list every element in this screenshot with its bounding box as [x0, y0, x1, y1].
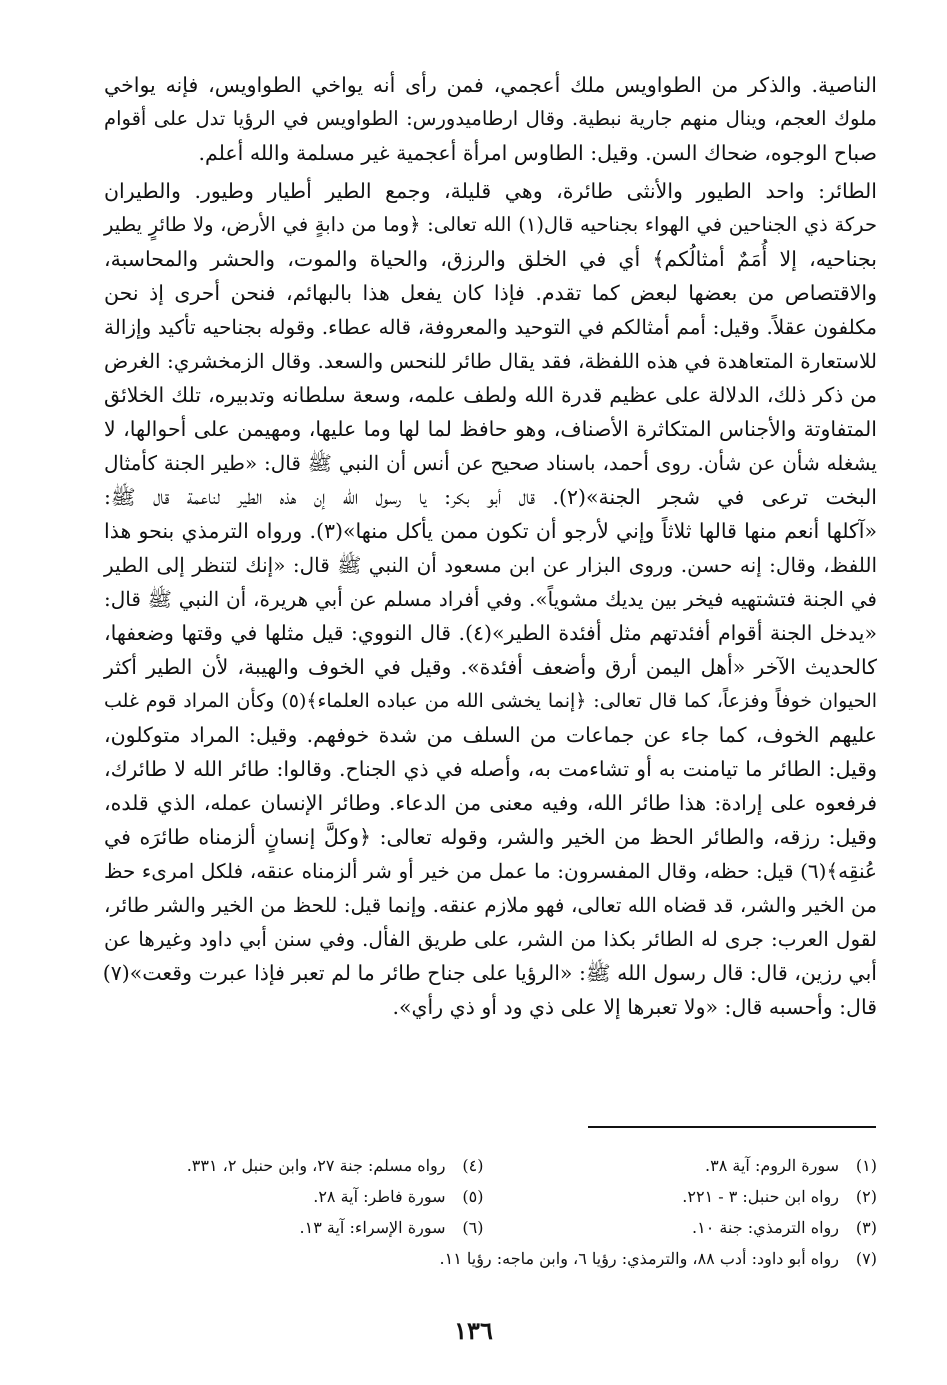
text-line: «يدخل الجنة أقوام أفئدتهم مثل أفئدة الطير»(٤). قال النووي: قيل مثلها في وقتها وضعفها، — [104, 621, 877, 645]
text-line: مكلفون عقلاً. وقيل: أمم أمثالكم في التوحيد والمعروفة، قاله عطاء. وقوله بجناحيه تأكيد وإزالة — [104, 315, 877, 339]
text-line: لقول العرب: جرى له الطائر بكذا من الشر، على طريق الفأل. وفي سنن أبي داود وغيرها عن — [104, 927, 877, 951]
text-line: الحيوان خوفاً وفزعاً، كما قال تعالى: ﴿إنما يخشى الله من عباده العلماء﴾(٥) وكأن المراد قوم غلب — [104, 690, 878, 712]
footnote-text: رواه ابن حنبل: ٣ - ٢٢١. — [682, 1187, 839, 1206]
footnote-row — [90, 1212, 877, 1243]
footnote — [90, 1181, 484, 1212]
text-line: من الخير والشر، قد قضاه الله تعالى، فهو ملازم عنقه. وإنما قيل: للحظ من الخير والشر طائر، — [104, 893, 877, 917]
paragraph-2 — [104, 174, 877, 1024]
text-line: عُنقِه﴾(٦) قيل: حظه، وقال المفسرون: ما عمل من خير أو شر ألزمناه عنقه، فلكل امرىء حظ — [104, 859, 877, 883]
text-line: كالحديث الآخر «أهل اليمن أرق وأضعف أفئدة». وقيل في الخوف والهيبة، لأن الطير أكثر — [104, 655, 877, 679]
footnote-text: رواه مسلم: جنة ٢٧، وابن حنبل ٢، ٣٣١. — [186, 1156, 446, 1175]
text-line: بجناحيه، إلا أُمَمٌ أمثالُكم﴾ أي في الخلق والرزق، والحياة والموت، والحشر والمحاسبة، — [104, 247, 877, 271]
footnote — [90, 1212, 484, 1243]
text-line: «آكلها أنعم منها قالها ثلاثاً وإني لأرجو أن تكون ممن يأكل منها»(٣). ورواه الترمذي بنحو هذا — [104, 519, 877, 543]
footnote-text: سورة الإسراء: آية ١٣. — [299, 1218, 446, 1237]
footnote-text: سورة الروم: آية ٣٨. — [705, 1156, 839, 1175]
text-line: وقيل: رزقه، والطائر الحظ من الخير والشر، وقوله تعالى: ﴿وكلَّ إنسانٍ ألزمناه طائرَه في — [104, 825, 877, 849]
footnote-row — [90, 1150, 877, 1181]
text-line: للاستعارة المتعاهدة في هذه اللفظة، فقد يقال طائر للنحس والسعد. وقال الزمخشري: الغرض — [104, 349, 877, 373]
text-line: قال: وأحسبه قال: «ولا تعبرها إلا على ذي ود أو ذي رأي». — [392, 995, 877, 1019]
footnote-text: سورة فاطر: آية ٢٨. — [313, 1187, 446, 1206]
footnote — [90, 1150, 484, 1181]
text-line: اللفظ، وقال: إنه حسن. وروى البزار عن ابن مسعود أن النبي ﷺ قال: «إنك لتنظر إلى الطير — [104, 553, 877, 577]
text-line: عليهم الخوف، كما جاء عن جماعات من السلف من شدة خوفهم. وقيل: المراد متوكلون، — [104, 723, 877, 747]
text-line: البخت ترعى في شجر الجنة»(٢). قال أبو بكر: يا رسول الله إن هذه الطير لناعمة قال ﷺ: — [104, 485, 877, 509]
text-line: في الجنة فتشتهيه فيخر بين يديك مشوياً». وفي أفراد مسلم عن أبي هريرة، أن النبي ﷺ قال: — [104, 587, 877, 611]
footnote-text: رواه الترمذي: جنة ١٠. — [692, 1218, 839, 1237]
footnote — [484, 1212, 878, 1243]
footnote-row — [90, 1243, 877, 1274]
text-line: أبي رزين، قال: قال رسول الله ﷺ: «الرؤيا على جناح طائر ما لم تعبر فإذا عبرت وقعت»(٧) — [102, 961, 877, 985]
footnote-number: (٧) — [855, 1249, 877, 1268]
footnote-number: (٦) — [462, 1218, 484, 1237]
main-text — [104, 68, 877, 1024]
footnotes — [90, 1150, 877, 1274]
footnote-divider — [588, 1126, 876, 1128]
footnote — [484, 1181, 878, 1212]
footnote-number: (٤) — [462, 1156, 484, 1175]
footnote — [484, 1150, 878, 1181]
text-line: صباح الوجوه، ضحاك السن. وقيل: الطاوس امرأة أعجمية غير مسلمة والله أعلم. — [198, 141, 877, 165]
text-line: الطائر: واحد الطيور والأنثى طائرة، وهي قليلة، وجمع الطير أطيار وطيور. والطيران — [104, 179, 877, 203]
footnote-number: (٥) — [462, 1187, 484, 1206]
footnote-text: رواه أبو داود: أدب ٨٨، والترمذي: رؤيا ٦، وابن ماجه: رؤيا ١١. — [439, 1249, 839, 1268]
paragraph-1 — [104, 68, 877, 170]
text-line: يشغله شأن عن شأن. روى أحمد، باسناد صحيح عن أنس أن النبي ﷺ قال: «طير الجنة كأمثال — [104, 451, 877, 475]
text-line: فرفعوه على إرادة: هذا طائر الله، وفيه معنى من الدعاء. وطائر الإنسان عمله، الذي قلده، — [104, 791, 877, 815]
text-line: والاقتصاص من بعضها لبعض كما تقدم. فإذا كان يفعل هذا بالبهائم، فنحن أحرى إذ نحن — [104, 281, 877, 305]
text-line: من ذكر ذلك، الدلالة على عظيم قدرة الله ولطف علمه، وسعة سلطانه وتدبيره، تلك الخلائق — [104, 383, 877, 407]
text-line: المتفاوتة والأجناس المتكاثرة الأصناف، وهو حافظ لما لها وما عليها، ومهيمن على أحوالها، لا — [104, 417, 877, 441]
text-line: وقيل: الطائر ما تيامنت به أو تشاءمت به، وأصله في ذي الجناح. وقالوا: طائر الله لا طائرك، — [104, 757, 877, 781]
footnote-number: (٢) — [855, 1187, 877, 1206]
footnote-row — [90, 1181, 877, 1212]
footnote-number: (١) — [855, 1156, 877, 1175]
text-line: الناصية. والذكر من الطواويس ملك أعجمي، فمن رأى أنه يواخي الطواويس، فإنه يواخي — [104, 73, 877, 97]
text-line: حركة ذي الجناحين في الهواء بجناحيه قال(١) الله تعالى: ﴿وما من دابةٍ في الأرض، ولا طائرٍ يطير — [104, 213, 877, 236]
page-number: ١٣٦ — [454, 1316, 493, 1345]
text-line: ملوك العجم، وينال منهم جارية نبطية. وقال ارطاميدورس: الطواويس في الرؤيا تدل على أقوام — [104, 107, 877, 130]
footnote-number: (٣) — [855, 1218, 877, 1237]
footnote — [90, 1243, 877, 1274]
